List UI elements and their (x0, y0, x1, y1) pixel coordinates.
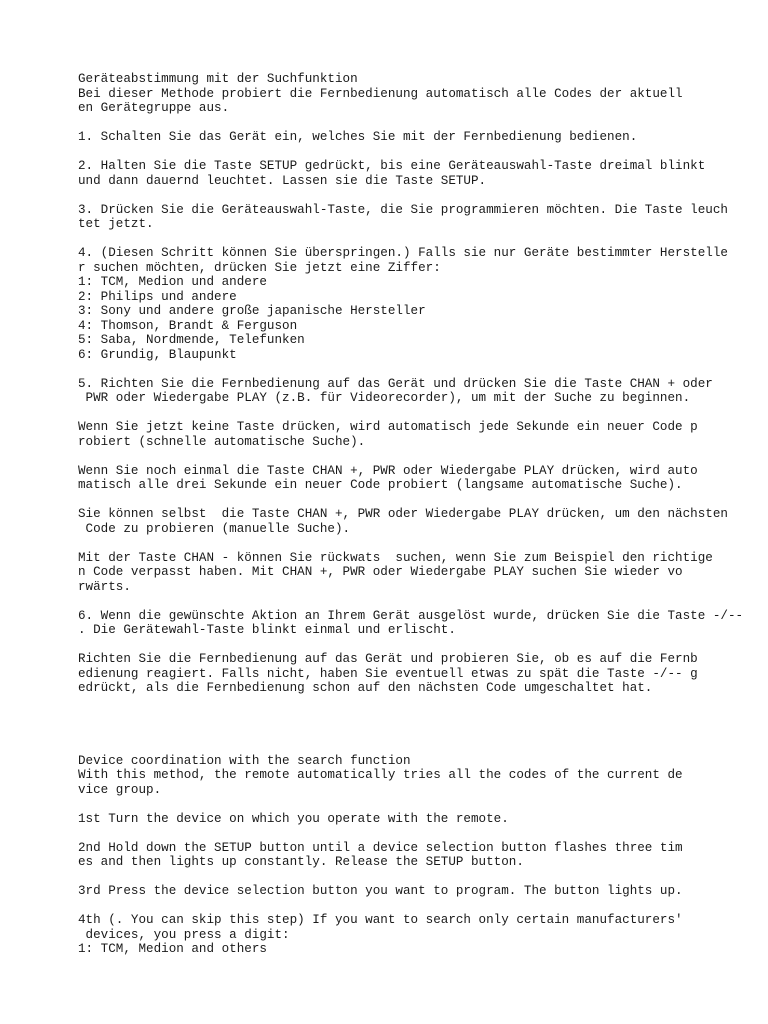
english-paragraph (78, 884, 758, 899)
german-paragraph (78, 246, 758, 362)
text-line: Richten Sie die Fernbedienung auf das Gerät und probieren Sie, ob es auf die Fernb (78, 652, 698, 666)
german-paragraph (78, 203, 758, 232)
german-paragraph (78, 652, 758, 696)
german-paragraph (78, 464, 758, 493)
text-line: es and then lights up constantly. Release the SETUP button. (78, 855, 524, 869)
english-paragraph (78, 754, 758, 798)
text-line: edrückt, als die Fernbedienung schon auf den nächsten Code umgeschaltet hat. (78, 681, 653, 695)
text-line: 6: Grundig, Blaupunkt (78, 347, 237, 362)
text-line: 6. Wenn die gewünschte Aktion an Ihrem Gerät ausgelöst wurde, drücken Sie die Taste -/-- (78, 608, 744, 623)
german-paragraph (78, 377, 758, 406)
text-line: 5. Richten Sie die Fernbedienung auf das Gerät und drücken Sie die Taste CHAN + oder (78, 376, 713, 391)
text-line: Device coordination with the search function (78, 753, 411, 768)
text-line: Geräteabstimmung mit der Suchfunktion (78, 72, 358, 86)
text-line: Mit der Taste CHAN - können Sie rückwats suchen, wenn Sie zum Beispiel den richtige (78, 550, 713, 565)
text-line: 4: Thomson, Brandt & Ferguson (78, 318, 298, 333)
text-line: matisch alle drei Sekunde ein neuer Code probiert (langsame automatische Suche). (78, 478, 683, 492)
german-paragraph (78, 609, 758, 638)
text-line: 2. Halten Sie die Taste SETUP gedrückt, bis eine Geräteauswahl-Taste dreimal blinkt (78, 159, 706, 173)
text-line: Sie können selbst die Taste CHAN +, PWR oder Wiedergabe PLAY drücken, um den nächsten (78, 507, 728, 521)
text-line: 5: Saba, Nordmende, Telefunken (78, 333, 305, 347)
text-line: edienung reagiert. Falls nicht, haben Sie eventuell etwas zu spät die Taste -/-- g (78, 666, 698, 681)
text-line: tet jetzt. (78, 217, 154, 231)
text-line: 1st Turn the device on which you operate with the remote. (78, 811, 509, 826)
text-line: PWR oder Wiedergabe PLAY (z.B. für Videorecorder), um mit der Suche zu beginnen. (78, 391, 691, 405)
text-line: 4th (. You can skip this step) If you want to search only certain manufacturers' (78, 913, 683, 927)
text-line: r suchen möchten, drücken Sie jetzt eine Ziffer: (78, 260, 441, 275)
text-line: Code zu probieren (manuelle Suche). (78, 521, 351, 536)
german-paragraph (78, 551, 758, 595)
text-line: Wenn Sie noch einmal die Taste CHAN +, PWR oder Wiedergabe PLAY drücken, wird auto (78, 463, 698, 478)
text-line: 3rd Press the device selection button you want to program. The button lights up. (78, 884, 683, 898)
text-line: . Die Gerätewahl-Taste blinkt einmal und erlischt. (78, 623, 456, 637)
text-line: robiert (schnelle automatische Suche). (78, 434, 366, 449)
section-gap (78, 710, 758, 754)
german-paragraph (78, 420, 758, 449)
text-line: Wenn Sie jetzt keine Taste drücken, wird automatisch jede Sekunde ein neuer Code p (78, 420, 698, 434)
english-paragraph (78, 812, 758, 827)
text-line: 4. (Diesen Schritt können Sie überspringen.) Falls sie nur Geräte bestimmter Herstelle (78, 246, 728, 260)
document-page (78, 72, 758, 971)
text-line: 1: TCM, Medion und andere (78, 275, 267, 289)
text-line: 1: TCM, Medion and others (78, 942, 267, 956)
text-line: 2nd Hold down the SETUP button until a device selection button flashes three tim (78, 840, 683, 855)
german-paragraph (78, 72, 758, 116)
text-line: und dann dauernd leuchtet. Lassen sie die Taste SETUP. (78, 173, 487, 188)
german-paragraph (78, 507, 758, 536)
german-paragraph (78, 159, 758, 188)
text-line: devices, you press a digit: (78, 927, 290, 942)
text-line: rwärts. (78, 579, 131, 594)
text-line: 3. Drücken Sie die Geräteauswahl-Taste, die Sie programmieren möchten. Die Taste leuch (78, 202, 728, 217)
text-line: en Gerätegruppe aus. (78, 101, 230, 115)
english-paragraph (78, 841, 758, 870)
text-line: 1. Schalten Sie das Gerät ein, welches Sie mit der Fernbedienung bedienen. (78, 130, 638, 144)
text-line: Bei dieser Methode probiert die Fernbedienung automatisch alle Codes der aktuell (78, 86, 683, 101)
english-paragraph (78, 913, 758, 957)
text-line: 2: Philips und andere (78, 289, 237, 304)
text-line: vice group. (78, 782, 162, 797)
text-line: n Code verpasst haben. Mit CHAN +, PWR oder Wiedergabe PLAY suchen Sie wieder vo (78, 565, 683, 579)
text-line: With this method, the remote automatically tries all the codes of the current de (78, 768, 683, 782)
german-paragraph (78, 130, 758, 145)
english-section (78, 754, 758, 957)
text-line: 3: Sony und andere große japanische Hersteller (78, 304, 426, 318)
german-section (78, 72, 758, 696)
